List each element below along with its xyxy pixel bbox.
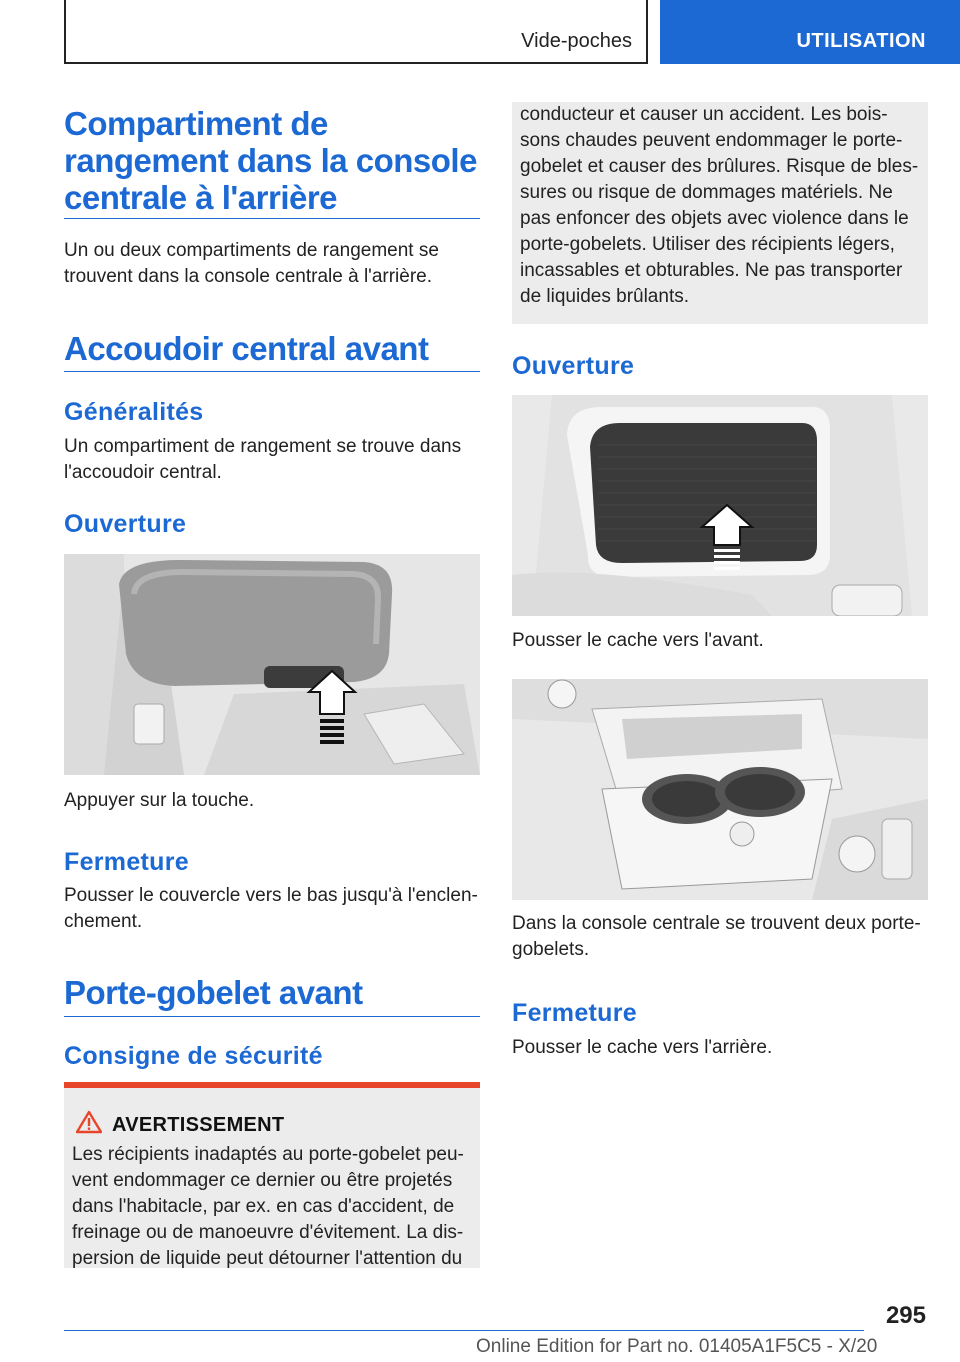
text-line: trouvent dans la console centrale à l'arrière. — [64, 266, 432, 287]
text-line: incassables et obturables. Ne pas transporter — [520, 260, 903, 281]
chapter-tab — [660, 0, 960, 64]
text-line: vent endommager ce dernier ou être projetés — [72, 1170, 453, 1191]
warning-text — [72, 1142, 476, 1272]
text-line: gobelets. — [512, 939, 590, 960]
text-line: Un compartiment de rangement se trouve dans — [64, 436, 462, 457]
text-line: gobelet et causer des brûlures. Risque de bles‐ — [520, 156, 919, 177]
text-line: chement. — [64, 911, 143, 932]
text-line: persion de liquide peut détourner l'attention du — [72, 1248, 463, 1269]
title-line: Compartiment de — [64, 105, 328, 142]
text-line: freinage ou de manoeuvre d'évitement. La dis‐ — [72, 1222, 464, 1243]
title-rule — [64, 371, 480, 372]
text-line: l'accoudoir central. — [64, 462, 222, 483]
opening-heading: Ouverture — [512, 352, 635, 380]
opening-caption: Appuyer sur la touche. — [64, 790, 255, 811]
warning-box-continued — [512, 102, 928, 324]
general-heading: Généralités — [64, 398, 204, 426]
text-line: Un ou deux compartiments de rangement se — [64, 240, 439, 261]
closing-text: Pousser le cache vers l'arrière. — [512, 1037, 773, 1058]
text-line: porte-gobelets. Utiliser des récipients légers, — [520, 234, 895, 255]
cupholders-text — [512, 911, 928, 963]
opening-heading: Ouverture — [64, 510, 187, 538]
running-header-section — [64, 0, 648, 64]
footer-rule — [64, 1330, 864, 1331]
text-line: dans l'habitacle, par ex. en cas d'accident, de — [72, 1196, 455, 1217]
cupholder-cover-image — [512, 395, 928, 616]
closing-heading: Fermeture — [512, 999, 637, 1027]
text-line: sures ou risque de dommages matériels. Ne — [520, 182, 893, 203]
armrest-title: Accoudoir central avant — [64, 330, 429, 367]
title-line: rangement dans la console — [64, 142, 477, 179]
opening-caption: Pousser le cache vers l'avant. — [512, 630, 764, 651]
warning-title: AVERTISSEMENT — [112, 1114, 285, 1136]
chapter-label: UTILISATION — [796, 30, 926, 52]
page-number: 295 — [885, 1302, 926, 1329]
warning-text — [520, 102, 924, 310]
cupholder-title: Porte-gobelet avant — [64, 974, 363, 1011]
cupholders-image — [512, 679, 928, 900]
section-label: Vide-poches — [521, 30, 632, 52]
safety-heading: Consigne de sécurité — [64, 1042, 323, 1070]
warning-box — [64, 1088, 480, 1268]
general-text — [64, 434, 480, 486]
text-line: de liquides brûlants. — [520, 286, 689, 307]
closing-heading: Fermeture — [64, 848, 189, 876]
rear-compartment-text — [64, 238, 480, 290]
title-line: centrale à l'arrière — [64, 179, 338, 216]
text-line: Pousser le couvercle vers le bas jusqu'à l'enclen‐ — [64, 885, 478, 906]
armrest-image — [64, 554, 480, 775]
edition-note: Online Edition for Part no. 01405A1F5C5 - X/20 — [476, 1336, 878, 1357]
text-line: Dans la console centrale se trouvent deux porte- — [512, 913, 921, 934]
text-line: conducteur et causer un accident. Les bois‐ — [520, 104, 888, 125]
closing-text — [64, 883, 480, 935]
rear-compartment-title — [64, 105, 480, 216]
text-line: sons chaudes peuvent endommager le porte- — [520, 130, 903, 151]
title-rule — [64, 1016, 480, 1017]
text-line: pas enfoncer des objets avec violence dans le — [520, 208, 909, 229]
text-line: Les récipients inadaptés au porte-gobelet peu‐ — [72, 1144, 464, 1165]
title-rule — [64, 218, 480, 219]
warning-triangle-icon — [76, 1110, 102, 1134]
